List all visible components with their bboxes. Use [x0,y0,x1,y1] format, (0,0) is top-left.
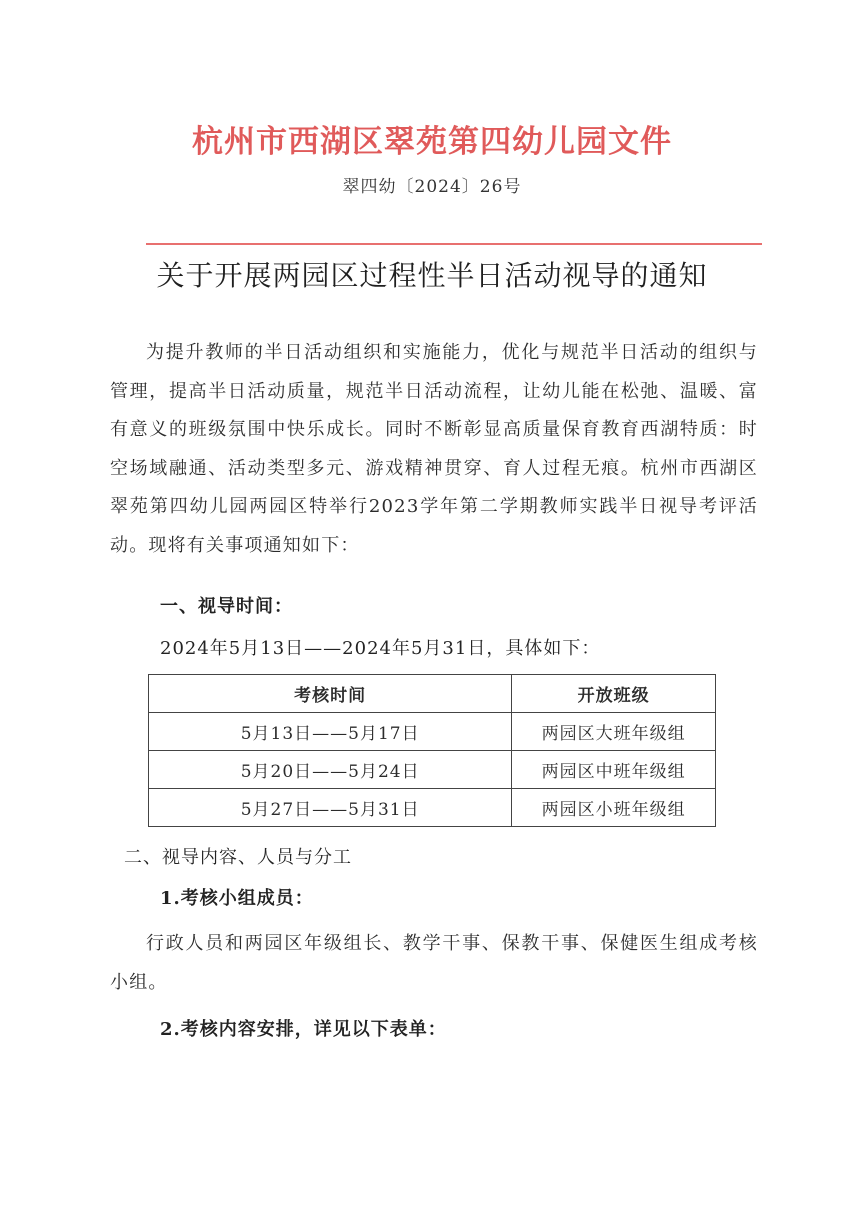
table-cell-class: 两园区大班年级组 [512,713,716,751]
table-cell-class: 两园区中班年级组 [512,751,716,789]
notice-title: 关于开展两园区过程性半日活动视导的通知 [156,259,708,292]
table-cell-time: 5月13日——5月17日 [149,713,512,751]
table-cell-class: 两园区小班年级组 [512,789,716,827]
table-header-cell: 考核时间 [149,675,512,713]
subsection-2-heading: 2.考核内容安排，详见以下表单： [160,1019,447,1040]
table-cell-time: 5月27日——5月31日 [149,789,512,827]
table-header-row [149,675,716,713]
intro-paragraph: 为提升教师的半日活动组织和实施能力，优化与规范半日活动的组织与管理，提高半日活动质量，规范半日活动流程，让幼儿能在松弛、温暖、富有意义的班级氛围中快乐成长。同时不断彰显高质量保育教育西湖特质：时空场域融通、活动类型多元、游戏精神贯穿、育人过程无痕。杭州市西湖区翠苑第四幼儿园两园区特举行2023学年第二学期教师实践半日视导考评活动。现将有关事项通知如下： [110,342,758,556]
table-row [149,751,716,789]
subsection-1-heading: 1.考核小组成员： [160,888,314,909]
table-row [149,713,716,751]
table-cell-time: 5月20日——5月24日 [149,751,512,789]
table-header-cell: 开放班级 [512,675,716,713]
inspection-dates: 2024年5月13日——2024年5月31日，具体如下： [160,638,601,659]
red-divider-line [146,243,762,245]
section-1-heading: 一、视导时间： [160,596,293,617]
org-header-title: 杭州市西湖区翠苑第四幼儿园文件 [192,124,672,160]
table-row [149,789,716,827]
schedule-table [148,674,716,827]
document-number: 翠四幼〔2024〕26号 [342,177,522,197]
section-2-heading: 二、视导内容、人员与分工 [124,847,352,868]
members-paragraph: 行政人员和两园区年级组长、教学干事、保教干事、保健医生组成考核小组。 [110,933,758,993]
